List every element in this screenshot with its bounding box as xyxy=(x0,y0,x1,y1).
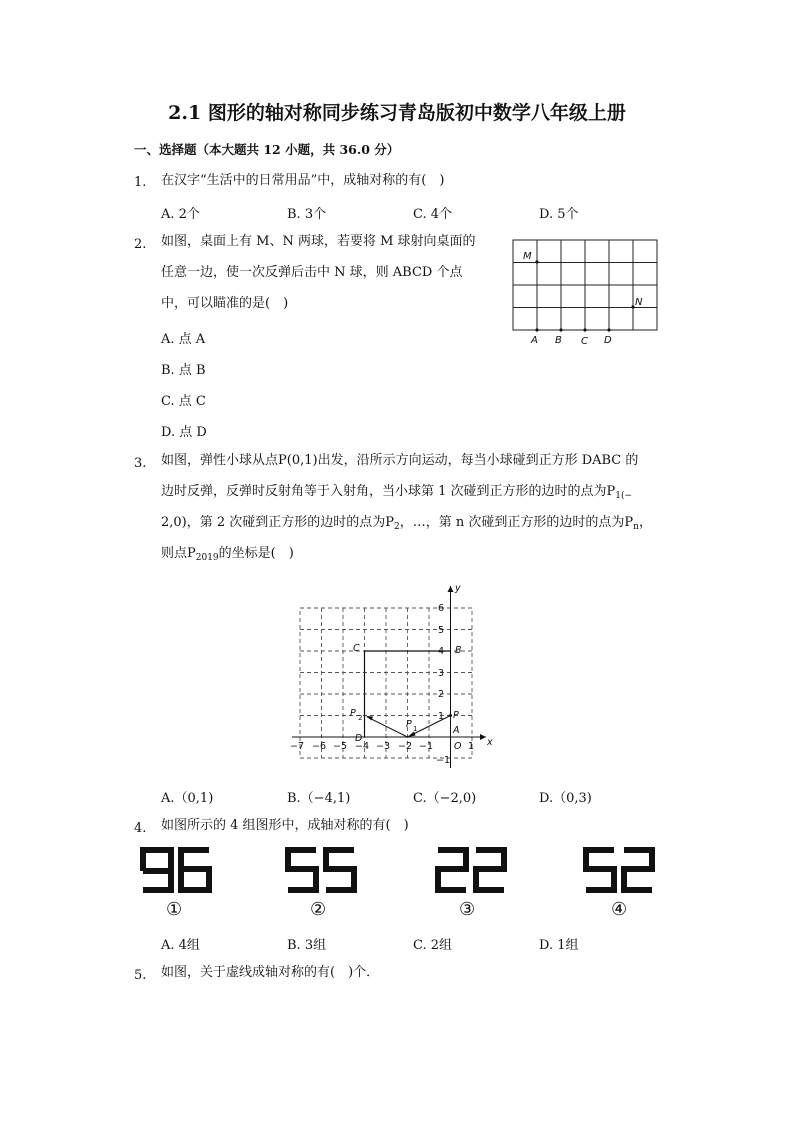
svg-text:y: y xyxy=(455,583,461,594)
question-number: 4. xyxy=(134,821,147,836)
digit-pair-22 xyxy=(435,847,507,893)
option-c: C. 点 C xyxy=(161,394,206,409)
option-b: B. 点 B xyxy=(161,363,206,378)
svg-text:1: 1 xyxy=(413,725,418,733)
figure-label-2: ② xyxy=(310,899,327,920)
svg-text:−1: −1 xyxy=(436,755,451,766)
svg-text:D: D xyxy=(355,733,363,744)
option-d: D. 5个 xyxy=(539,207,579,222)
option-d: D.（0,3) xyxy=(539,791,592,806)
question-text: 如图，关于虚线成轴对称的有( )个． xyxy=(161,965,380,980)
label-d: D xyxy=(604,335,612,346)
question-number: 2. xyxy=(134,237,147,252)
label-m: M xyxy=(523,251,532,262)
option-b: B. 3个 xyxy=(287,207,327,222)
digit-pair-96 xyxy=(140,847,212,893)
svg-text:−4: −4 xyxy=(355,741,370,752)
figure-label-4: ④ xyxy=(611,899,628,920)
svg-text:P: P xyxy=(453,710,459,721)
option-a: A. 4组 xyxy=(161,938,200,953)
option-d: D. 1组 xyxy=(539,938,579,953)
label-c: C xyxy=(581,336,588,347)
svg-text:−2: −2 xyxy=(398,741,413,752)
question-text-line: 如图，桌面上有 M、N 两球，若要将 M 球射向桌面的 xyxy=(161,234,476,249)
option-c: C. 4个 xyxy=(413,207,453,222)
option-b: B.（−4,1) xyxy=(287,791,351,806)
figure-label-1: ① xyxy=(166,899,183,920)
option-c: C.（−2,0) xyxy=(413,791,477,806)
svg-text:−1: −1 xyxy=(419,741,434,752)
question-number: 1. xyxy=(134,175,147,190)
table-grid-figure xyxy=(505,236,665,348)
question-text-line: 任意一边，使一次反弹后击中 N 球，则 ABCD 个点 xyxy=(161,265,463,280)
option-c: C. 2组 xyxy=(413,938,453,953)
question-number: 5. xyxy=(134,968,147,983)
svg-text:O: O xyxy=(454,741,462,752)
question-text: 如图所示的 4 组图形中，成轴对称的有( ) xyxy=(161,818,409,833)
svg-text:−6: −6 xyxy=(312,741,327,752)
question-text-line: 边时反弹，反弹时反射角等于入射角，当小球第 1 次碰到正方形的边时的点为$P_{1(-}$ xyxy=(161,484,633,501)
svg-text:3: 3 xyxy=(438,668,445,679)
option-b: B. 3组 xyxy=(287,938,327,953)
svg-text:x: x xyxy=(487,737,493,748)
question-text: 在汉字“生活中的日常用品”中，成轴对称的有( ) xyxy=(161,173,445,188)
question-text-line: 2,0)，第 2 次碰到正方形的边时的点为$P_2$，…，第 n 次碰到正方形的边时的点为$P_n$， xyxy=(161,515,652,532)
ball-m xyxy=(535,260,538,263)
page-title: 2.1 图形的轴对称同步练习青岛版初中数学八年级上册 xyxy=(168,102,626,124)
svg-text:A: A xyxy=(453,725,460,736)
svg-text:1: 1 xyxy=(468,741,475,752)
question-number: 3. xyxy=(134,456,147,471)
svg-text:−7: −7 xyxy=(290,741,305,752)
label-b: B xyxy=(555,335,562,346)
svg-text:B: B xyxy=(455,645,462,656)
label-n: N xyxy=(635,297,643,308)
svg-text:−5: −5 xyxy=(333,741,348,752)
option-d: D. 点 D xyxy=(161,425,207,440)
question-text-line: 中，可以瞄准的是( ) xyxy=(161,296,289,311)
svg-text:2: 2 xyxy=(438,689,445,700)
svg-text:2: 2 xyxy=(358,714,363,722)
svg-text:1: 1 xyxy=(438,711,445,722)
option-a: A. 点 A xyxy=(161,332,206,347)
figure-label-3: ③ xyxy=(459,899,476,920)
svg-text:−3: −3 xyxy=(376,741,391,752)
option-a: A. 2个 xyxy=(161,207,200,222)
option-a: A.（0,1) xyxy=(161,791,214,806)
svg-text:6: 6 xyxy=(438,603,445,614)
coordinate-figure xyxy=(286,580,496,772)
question-text-line: 则点$P_{2019}$的坐标是( ) xyxy=(161,546,294,563)
svg-text:C: C xyxy=(353,643,360,654)
label-a: A xyxy=(531,335,538,346)
digit-pair-55 xyxy=(285,847,357,893)
svg-text:P: P xyxy=(350,708,356,719)
svg-text:4: 4 xyxy=(438,646,445,657)
svg-text:P: P xyxy=(406,719,412,730)
digit-pair-52 xyxy=(583,847,655,893)
svg-text:5: 5 xyxy=(438,625,445,636)
question-text-line: 如图，弹性小球从点P(0,1)出发，沿所示方向运动，每当小球碰到正方形 DABC 的 xyxy=(161,453,639,468)
section-heading: 一、选择题（本大题共 12 小题，共 36.0 分） xyxy=(134,142,400,157)
